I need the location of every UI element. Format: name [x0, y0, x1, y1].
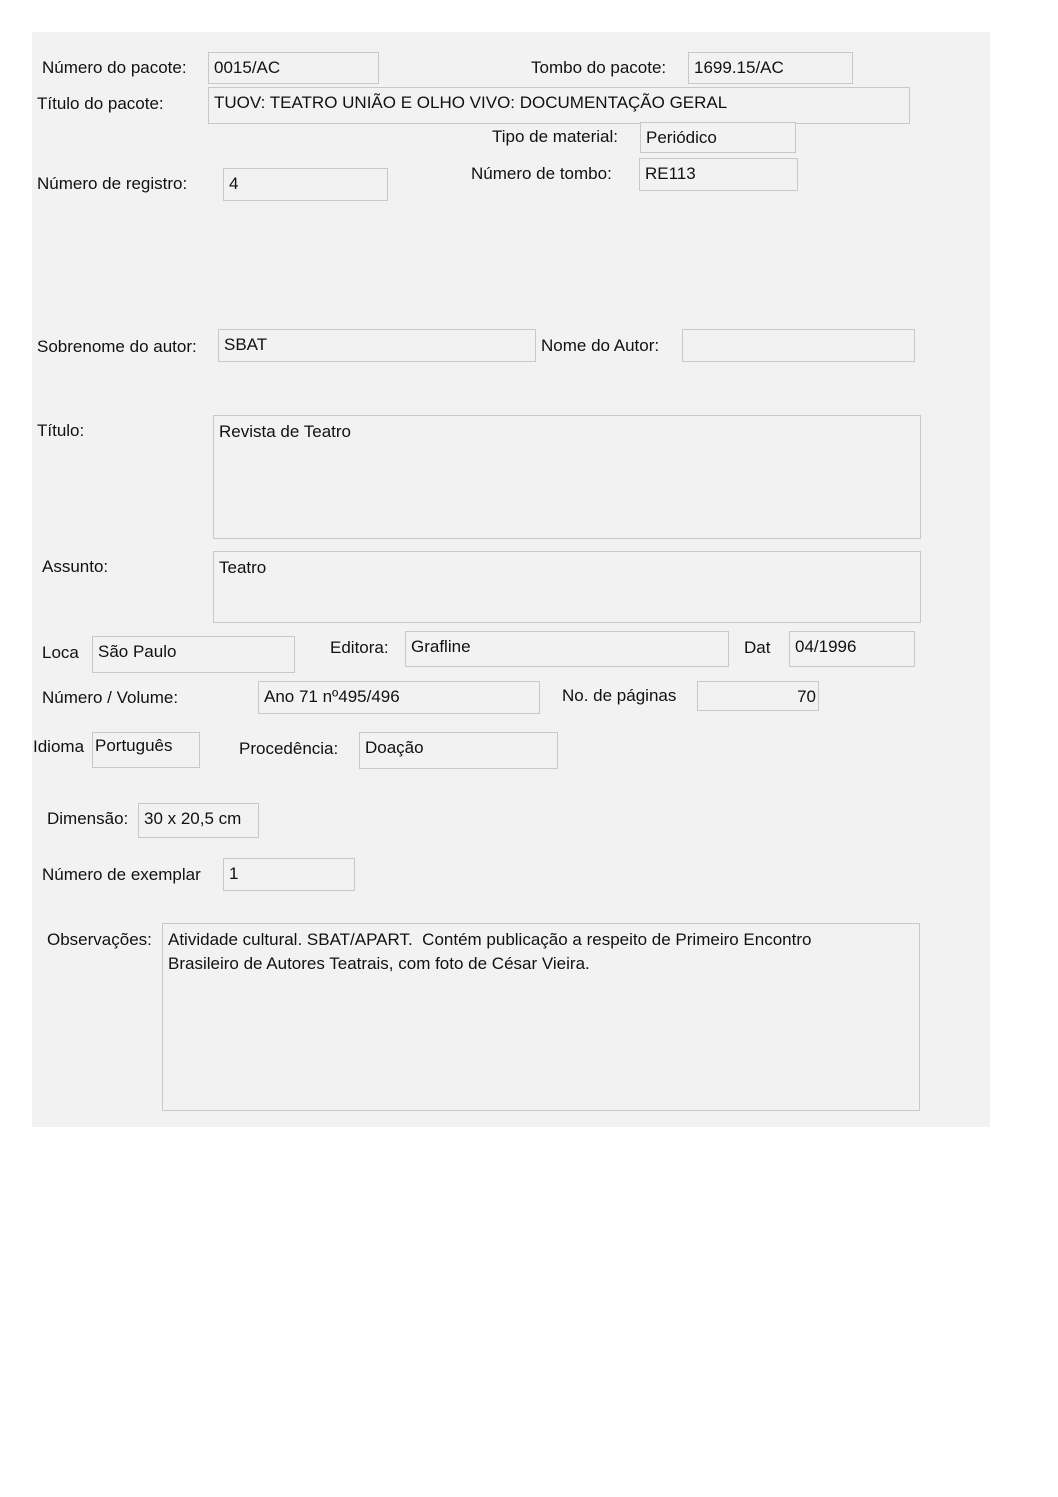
- procedencia-label: Procedência:: [239, 739, 339, 758]
- sobrenome-autor-label: Sobrenome do autor:: [37, 337, 197, 356]
- numero-volume-label: Número / Volume:: [42, 688, 179, 707]
- tipo-material-label: Tipo de material:: [492, 127, 618, 146]
- numero-pacote-field[interactable]: 0015/AC: [208, 52, 379, 84]
- idioma-label: Idioma: [33, 737, 85, 756]
- local-label: Loca: [42, 643, 79, 662]
- tombo-pacote-field[interactable]: 1699.15/AC: [688, 52, 853, 84]
- titulo-field[interactable]: Revista de Teatro: [213, 415, 921, 539]
- sobrenome-autor-field[interactable]: SBAT: [218, 329, 536, 362]
- editora-label: Editora:: [330, 638, 389, 657]
- numero-exemplar-field[interactable]: 1: [223, 858, 355, 891]
- num-paginas-field[interactable]: 70: [697, 681, 819, 711]
- num-paginas-label: No. de páginas: [562, 686, 677, 705]
- numero-registro-label: Número de registro:: [37, 174, 188, 193]
- numero-exemplar-label: Número de exemplar: [42, 865, 201, 884]
- assunto-label: Assunto:: [42, 557, 109, 576]
- tipo-material-field[interactable]: Periódico: [640, 122, 796, 153]
- numero-tombo-label: Número de tombo:: [471, 164, 612, 183]
- dimensao-label: Dimensão:: [47, 809, 129, 828]
- nome-autor-field[interactable]: [682, 329, 915, 362]
- tombo-pacote-label: Tombo do pacote:: [531, 58, 667, 77]
- nome-autor-label: Nome do Autor:: [541, 336, 660, 355]
- titulo-pacote-field[interactable]: TUOV: TEATRO UNIÃO E OLHO VIVO: DOCUMENTAÇÃO GERAL: [208, 87, 910, 124]
- editora-field[interactable]: Grafline: [405, 631, 729, 667]
- dimensao-field[interactable]: 30 x 20,5 cm: [138, 803, 259, 838]
- numero-tombo-field[interactable]: RE113: [639, 158, 798, 191]
- numero-pacote-label: Número do pacote:: [42, 58, 187, 77]
- idioma-field[interactable]: Português: [92, 732, 200, 768]
- titulo-label: Título:: [37, 421, 85, 440]
- numero-volume-field[interactable]: Ano 71 nº495/496: [258, 681, 540, 714]
- local-field[interactable]: São Paulo: [92, 636, 295, 673]
- titulo-pacote-label: Título do pacote:: [37, 94, 164, 113]
- assunto-field[interactable]: Teatro: [213, 551, 921, 623]
- observacoes-label: Observações:: [47, 930, 152, 949]
- procedencia-field[interactable]: Doação: [359, 732, 558, 769]
- data-field[interactable]: 04/1996: [789, 631, 915, 667]
- data-label: Dat: [744, 638, 771, 657]
- numero-registro-field[interactable]: 4: [223, 168, 388, 201]
- observacoes-field[interactable]: Atividade cultural. SBAT/APART. Contém publicação a respeito de Primeiro Encontro Brasileiro de Autores Teatrais, com foto de César Vieira.: [162, 923, 920, 1111]
